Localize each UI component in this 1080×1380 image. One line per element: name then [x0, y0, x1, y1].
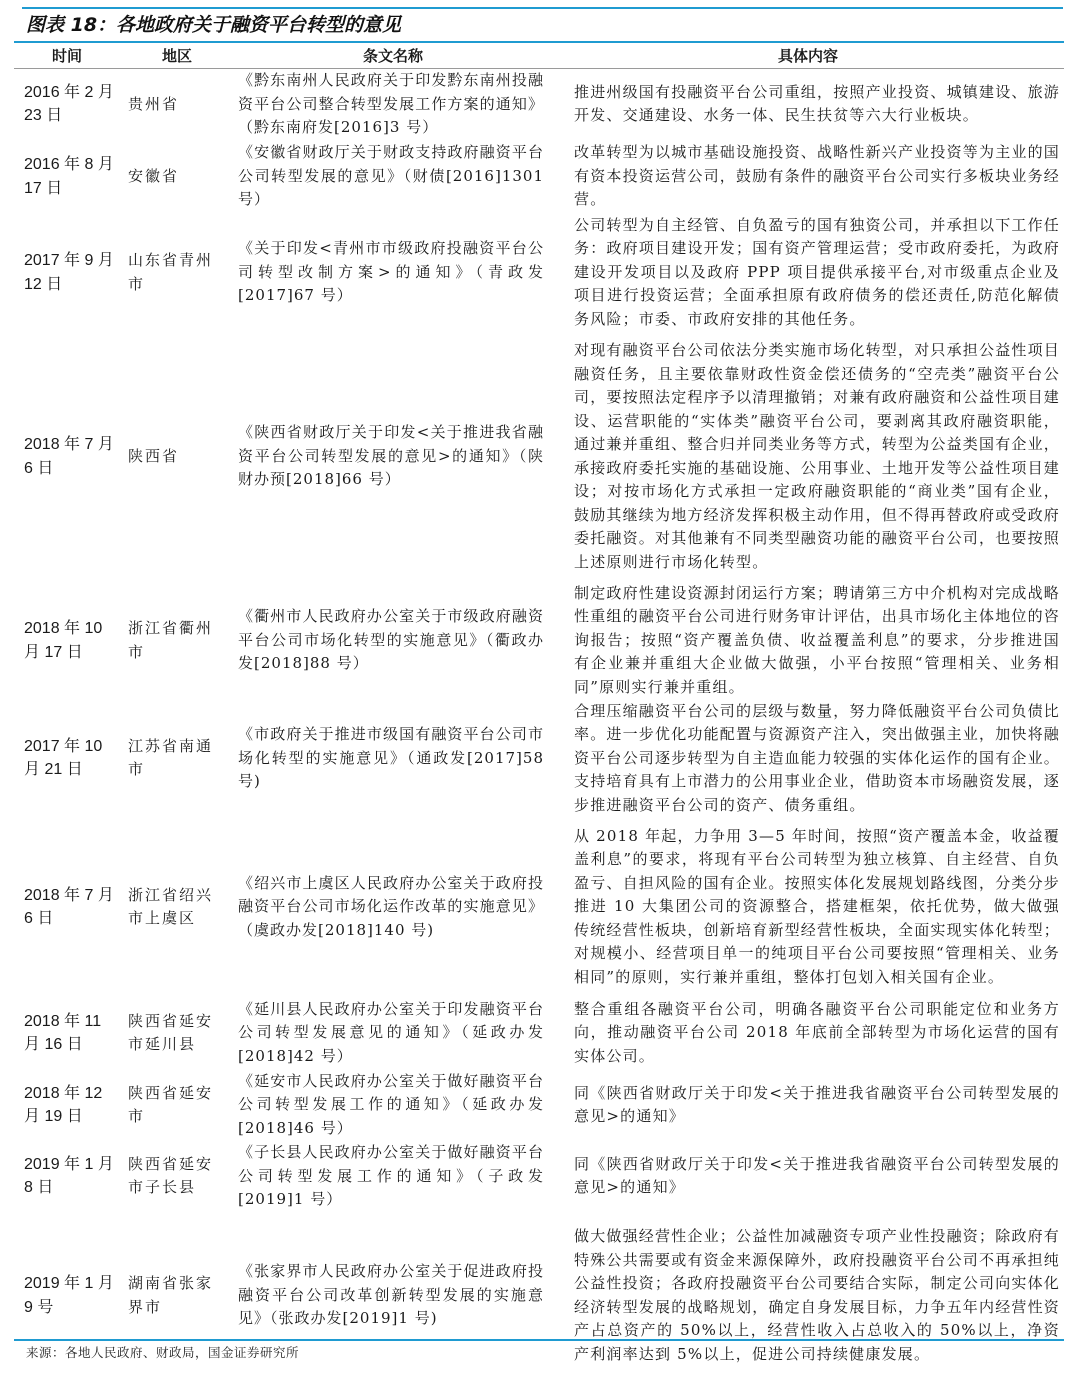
cell-date: 2018 年 11 月 16 日	[24, 1012, 102, 1053]
cell-region: 安徽省	[128, 166, 180, 185]
cell-content: 制定政府性建设资源封闭运行方案；聘请第三方中介机构对完成战略性重组的融资平台公司进行财务审计评估，出具市场化主体地位的咨询报告；按照“资产覆盖负债、收益覆盖利息”的要求，分步推进国有企业兼并重组大企业做大做强，小平台按照“管理相关、业务相同”原则实行兼并重组。	[574, 583, 1061, 696]
cell-date: 2016 年 2 月 23 日	[24, 83, 114, 125]
bottom-rule	[14, 1339, 1064, 1341]
table-row	[14, 69, 1064, 140]
table-row	[14, 817, 1064, 997]
cell-document: 《子长县人民政府办公室关于做好融资平台公司转型发展工作的通知》（子政发[2019]1 号）	[238, 1143, 544, 1208]
cell-date: 2018 年 12 月 19 日	[24, 1084, 103, 1125]
cell-document: 《安徽省财政厅关于财政支持政府融资平台公司转型发展的意见》（财债[2016]1301 号）	[238, 143, 544, 209]
cell-content: 整合重组各融资平台公司，明确各融资平台公司职能定位和业务方向，推动融资平台公司 2018 年底前全部转型为市场化运营的国有实体公司。	[574, 999, 1060, 1065]
cell-document: 《衢州市人民政府办公室关于市级政府融资平台公司市场化转型的实施意见》（衢政办发[2018]88 号）	[238, 607, 544, 673]
policy-table	[14, 43, 1064, 1380]
cell-content: 公司转型为自主经管、自负盈亏的国有独资公司，并承担以下工作任务：政府项目建设开发；国有资产管理运营；受市政府委托，为政府建设开发项目以及政府 PPP 项目提供承接平台,对市级重点企业及项目进行投资运营；全面承担原有政府债务的偿还责任,防范化解债务风险；市委、市政府安排的其他任务。	[574, 215, 1061, 328]
cell-region: 贵州省	[128, 94, 180, 113]
cell-content: 同《陕西省财政厅关于印发<关于推进我省融资平台公司转型发展的意见>的通知》	[574, 1083, 1060, 1125]
cell-document: 《绍兴市上虞区人民政府办公室关于政府投融资平台公司市场化运作改革的实施意见》（虞政办发[2018]140 号)	[238, 873, 544, 939]
cell-date: 2016 年 8 月 17 日	[24, 156, 114, 197]
table-row	[14, 332, 1064, 582]
cell-document: 《延安市人民政府办公室关于做好融资平台公司转型发展工作的通知》（延政办发[2018]46 号）	[238, 1071, 544, 1137]
cell-document: 《延川县人民政府办公室关于印发融资平台公司转型发展意见的通知》（延政办发[2018]42 号）	[238, 999, 544, 1065]
table-row	[14, 1069, 1064, 1141]
cell-region: 陕西省延安市	[128, 1083, 214, 1125]
cell-content: 对现有融资平台公司依法分类实施市场化转型，对只承担公益性项目融资任务，且主要依靠财政性资金偿还债务的“空壳类”融资平台公司，要按照法定程序予以清理撤销；对兼有政府融资和公益性项目建设、运营职能的“实体类”融资平台公司，要剥离其政府融资职能，通过兼并重组、整合归并同类业务等方式，转型为公益类国有企业，承接政府委托实施的基础设施、公用事业、土地开发等公益性项目建设；对按市场化方式承担一定政府融资职能的“商业类”国有企业，鼓励其继续为地方经济发挥积极主动作用，但不得再替政府或受政府委托融资。对其他兼有不同类型融资功能的融资平台公司，也要按照上述原则进行市场化转型。	[574, 341, 1061, 571]
cell-content: 从 2018 年起，力争用 3—5 年时间，按照“资产覆盖本金，收益覆盖利息”的要求，将现有平台公司转型为独立核算、自主经营、自负盈亏、自担风险的国有企业。按照实体化发展规划路线图，分类分步推进 10 大集团公司的资源整合，搭建框架，依托优势，做大做强传统经营性板块，创新培育新型经营性板块，全面实现实体化转型； 对规模小、经营项目单一的纯项目平台公司要按照“管理相关、业务相同”的原则，实行兼并重组，整体打包划入相关国有企业。	[574, 826, 1061, 986]
top-rule	[22, 7, 1063, 9]
cell-date: 2019 年 1 月 9 号	[24, 1275, 114, 1316]
cell-content: 推进州级国有投融资平台公司重组，按照产业投资、城镇建设、旅游开发、交通建设、水务一体、民生扶贫等六大行业板块。	[574, 82, 1061, 125]
cell-date: 2018 年 10 月 17 日	[24, 620, 103, 661]
table-row	[14, 1141, 1064, 1212]
cell-region: 陕西省	[128, 446, 180, 465]
table-row	[14, 997, 1064, 1069]
cell-content: 合理压缩融资平台公司的层级与数量，努力降低融资平台公司负债比率。进一步优化功能配置与资源资产注入，突出做强主业，加快将融资平台公司逐步转型为自主造血能力较强的实体化运作的国有企业。支持培育具有上市潜力的公用事业企业，借助资本市场融资发展，逐步推进融资平台公司的资产、债务重组。	[574, 701, 1061, 814]
cell-date: 2019 年 1 月 8 日	[24, 1155, 114, 1197]
cell-date: 2017 年 9 月 12 日	[24, 252, 114, 293]
header-date: 时间	[14, 43, 120, 69]
cell-content: 改革转型为以城市基础设施投资、战略性新兴产业投资等为主业的国有资本投资运营公司，鼓励有条件的融资平台公司实行多板块业务经营。	[574, 143, 1061, 209]
table-row	[14, 214, 1064, 332]
table-row	[14, 140, 1064, 214]
cell-date: 2017 年 10 月 21 日	[24, 737, 103, 779]
cell-region: 山东省青州市	[128, 251, 214, 293]
header-region: 地区	[120, 43, 234, 69]
table-header-row	[14, 43, 1064, 69]
cell-region: 江苏省南通市	[128, 736, 214, 779]
cell-date: 2018 年 7 月 6 日	[24, 886, 114, 927]
cell-region: 湖南省张家界市	[128, 1274, 214, 1316]
cell-document: 《黔东南州人民政府关于印发黔东南州投融资平台公司整合转型发展工作方案的通知》（黔东南府发[2016]3 号）	[238, 71, 544, 136]
figure-title: 图表 18：各地政府关于融资平台转型的意见	[26, 14, 402, 36]
cell-document: 《关于印发<青州市市级政府投融资平台公司转型改制方案>的通知》（青政发[2017]67 号）	[238, 239, 544, 305]
cell-date: 2018 年 7 月 6 日	[24, 436, 114, 477]
table-row	[14, 700, 1064, 818]
cell-document: 《陕西省财政厅关于印发<关于推进我省融资平台公司转型发展的意见>的通知》（陕财办预[2018]66 号）	[238, 423, 544, 489]
cell-document: 《市政府关于推进市级国有融资平台公司市场化转型的实施意见》（通政发[2017]58 号)	[238, 725, 544, 790]
cell-region: 陕西省延安市延川县	[128, 1011, 214, 1053]
source-note: 来源：各地人民政府、财政局，国金证券研究所	[26, 1345, 300, 1360]
cell-region: 浙江省衢州市	[128, 619, 214, 661]
cell-document: 《张家界市人民政府办公室关于促进政府投融资平台公司改革创新转型发展的实施意见》（张政办发[2019]1 号)	[238, 1262, 544, 1328]
cell-content: 做大做强经营性企业；公益性加减融资专项产业性投融资；除政府有特殊公共需要或有资金来源保障外，政府投融资平台公司不再承担纯公益性投资；各政府投融资平台公司要结合实际，制定公司向实体化经济转型发展的战略规划，确定自身发展目标，力争五年内经营性资产占总资产的 50%以上，经营性收入占总收入的 50%以上，净资产利润率达到 5%以上，促进公司持续健康发展。	[574, 1227, 1061, 1363]
cell-region: 陕西省延安市子长县	[128, 1154, 214, 1197]
table-row	[14, 582, 1064, 700]
cell-content: 同《陕西省财政厅关于印发<关于推进我省融资平台公司转型发展的意见>的通知》	[574, 1154, 1060, 1197]
header-document: 条文名称	[234, 43, 552, 69]
header-content: 具体内容	[552, 43, 1064, 69]
cell-region: 浙江省绍兴市上虞区	[128, 885, 214, 927]
